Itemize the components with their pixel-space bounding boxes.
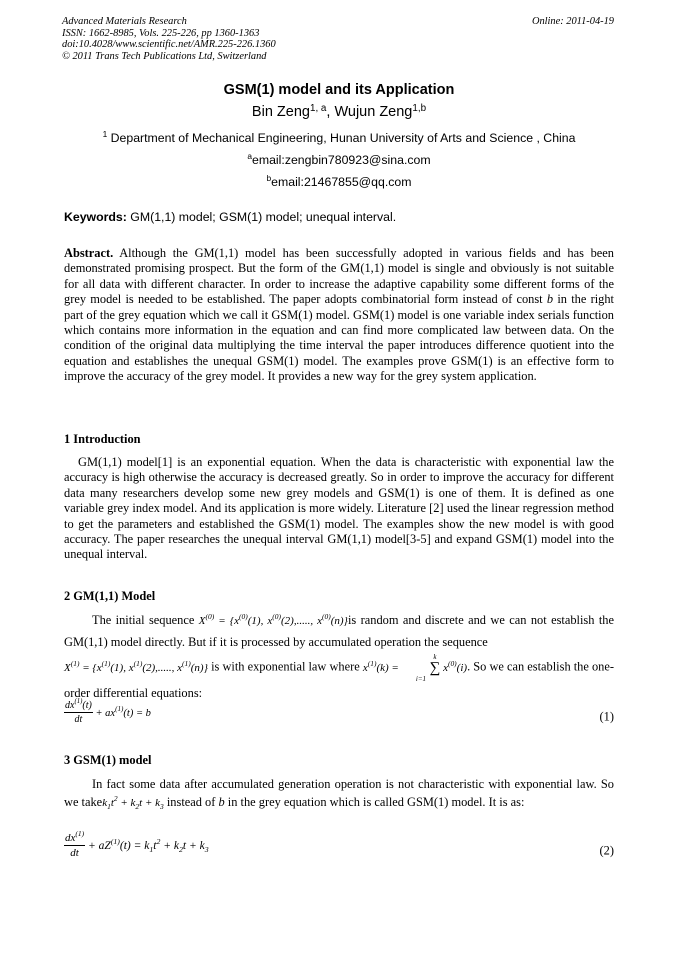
section-2-text — [64, 610, 614, 704]
section-2-text-3: is with exponential law where — [208, 659, 363, 674]
journal-name: Advanced Materials Research — [62, 16, 187, 27]
journal-copyright: © 2011 Trans Tech Publications Ltd, Switzerland — [62, 50, 267, 62]
equation-1-number: (1) — [599, 709, 614, 724]
author-1-superscript: 1, a — [309, 103, 327, 114]
keywords-text: GM(1,1) model; GSM(1) model; unequal interval. — [126, 210, 397, 224]
journal-issn: ISSN: 1662-8985, Vols. 225-226, pp 1360-1363 — [62, 27, 260, 39]
equation-2-fraction: $\frac{dx^{(1)}}{dt}$ — [65, 829, 85, 859]
keywords-label: Keywords: — [64, 210, 127, 224]
abstract-text-1: Although the GM(1,1) model has been successfully adopted in various fields and has been demonstrated promising prospect. But the form of the GM(1,1) model is single and obviously is not suitable for all data with different character. In order to increase the adaptive capability some different forms of the grey model is needed to be established. The paper adopts combinatorial form instead of const — [64, 246, 614, 307]
keywords — [64, 210, 396, 224]
section-3-text — [64, 775, 614, 812]
journal-doi: doi:10.4028/www.scientific.net/AMR.225-226.1360 — [62, 39, 276, 50]
journal-header — [62, 16, 276, 62]
affiliation — [0, 131, 678, 145]
email-b-text: email:21467855@qq.com — [271, 175, 412, 189]
author-line — [0, 104, 678, 120]
author-2-name: Wujun Zeng — [334, 104, 413, 120]
email-a-text: email:zengbin780923@sina.com — [252, 153, 431, 167]
equation-2-number: (2) — [599, 843, 614, 858]
equation-1: $\frac{dx^{(1)}(t)}{dt}$ + $ax^{(1)}(t) = b$ (1) — [65, 698, 614, 725]
email-a — [0, 153, 678, 167]
section-3-text-1: In fact some data after accumulated generation operation is not characteristic with exponential law. So we take — [64, 777, 614, 809]
equation-2: $\frac{dx^{(1)}}{dt}$ + $aZ^{(1)}(t) = k_1t^2 + k_2t + k_3$ (2) — [65, 829, 614, 859]
section-3-symbol-b: b — [218, 795, 225, 809]
section-3-heading: 3 GSM(1) model — [64, 753, 152, 767]
section-2-heading: 2 GM(1,1) Model — [64, 589, 156, 603]
section-2-text-2: is random and discrete and we can not establish the GM(1,1) model directly. But if it is processed by accumulated operation the sequence — [64, 613, 614, 649]
accumulation-sum-formula: $x^{(1)}(k) = k$ ∑ i=1 $x^{(0)}(i)$ — [362, 653, 468, 683]
initial-sequence-formula: $X^{(0)} = \{x^{(0)}(1)$, $x^{(0)}(2)$,....., $x^{(0)}(n)$} — [198, 612, 348, 627]
accumulated-sequence-formula: $X^{(1)} = \{x^{(1)}(1)$, $x^{(1)}(2)$,....., $x^{(1)}(n)$} — [64, 658, 208, 674]
section-2-text-4: . So we can establish the one-order differential equations: — [64, 659, 614, 700]
section-3-text-2: instead of — [163, 795, 219, 809]
abstract-symbol-b: b — [546, 292, 554, 307]
combinatorial-form-formula: $k_1t^2 + k_2t + k_3$ — [102, 794, 164, 811]
equation-1-fraction: $\frac{dx^{(1)}(t)}{dt}$ — [65, 698, 92, 725]
online-date: Online: 2011-04-19 — [531, 16, 614, 27]
section-3-text-3: in the grey equation which is called GSM(1) model. It is as: — [224, 795, 525, 809]
author-2-superscript: 1,b — [412, 103, 427, 114]
email-a-superscript: a — [247, 151, 253, 161]
abstract — [64, 246, 614, 385]
paper-title: GSM(1) model and its Application — [223, 82, 455, 98]
section-2-text-1: The initial sequence — [92, 613, 199, 627]
abstract-label: Abstract. — [64, 246, 114, 260]
author-1-name: Bin Zeng — [251, 104, 310, 120]
section-1-text: GM(1,1) model[1] is an exponential equation. When the data is characteristic with exponential law the accuracy is high otherwise the accuracy is decreased greatly. So in order to improve the accuracy for different data many researchers develop some new grey models and GSM(1) is one of them. It is defined as one variable grey index model. And its application is more widely. Literature [2] used the linear regression method to get the parameters and established the GSM(1) model. The examples show the new model is with good accuracy. The paper researches the unequal interval GM(1,1) model[3-5] and expand GSM(1) model into the unequal interval. — [64, 455, 614, 562]
author-separator: , — [326, 104, 335, 120]
affiliation-superscript: 1 — [102, 129, 108, 139]
affiliation-text: Department of Mechanical Engineering, Hunan University of Arts and Science , China — [110, 131, 576, 145]
section-1-heading: 1 Introduction — [64, 432, 141, 446]
email-b — [0, 175, 678, 189]
abstract-text-2: in the right part of the grey equation which we call it GSM(1) model. GSM(1) model is one variable index serials function which contains more information in the equation and can find more complicated law between data. On the condition of the original data multiplying the time interval the paper introduces difference quotient into the equation and establishes the unequal GSM(1) model. The examples prove GSM(1) is an effective form to improve the accuracy of the grey model. It provides a new way for the grey system application. — [64, 292, 614, 384]
email-b-superscript: b — [266, 173, 272, 183]
